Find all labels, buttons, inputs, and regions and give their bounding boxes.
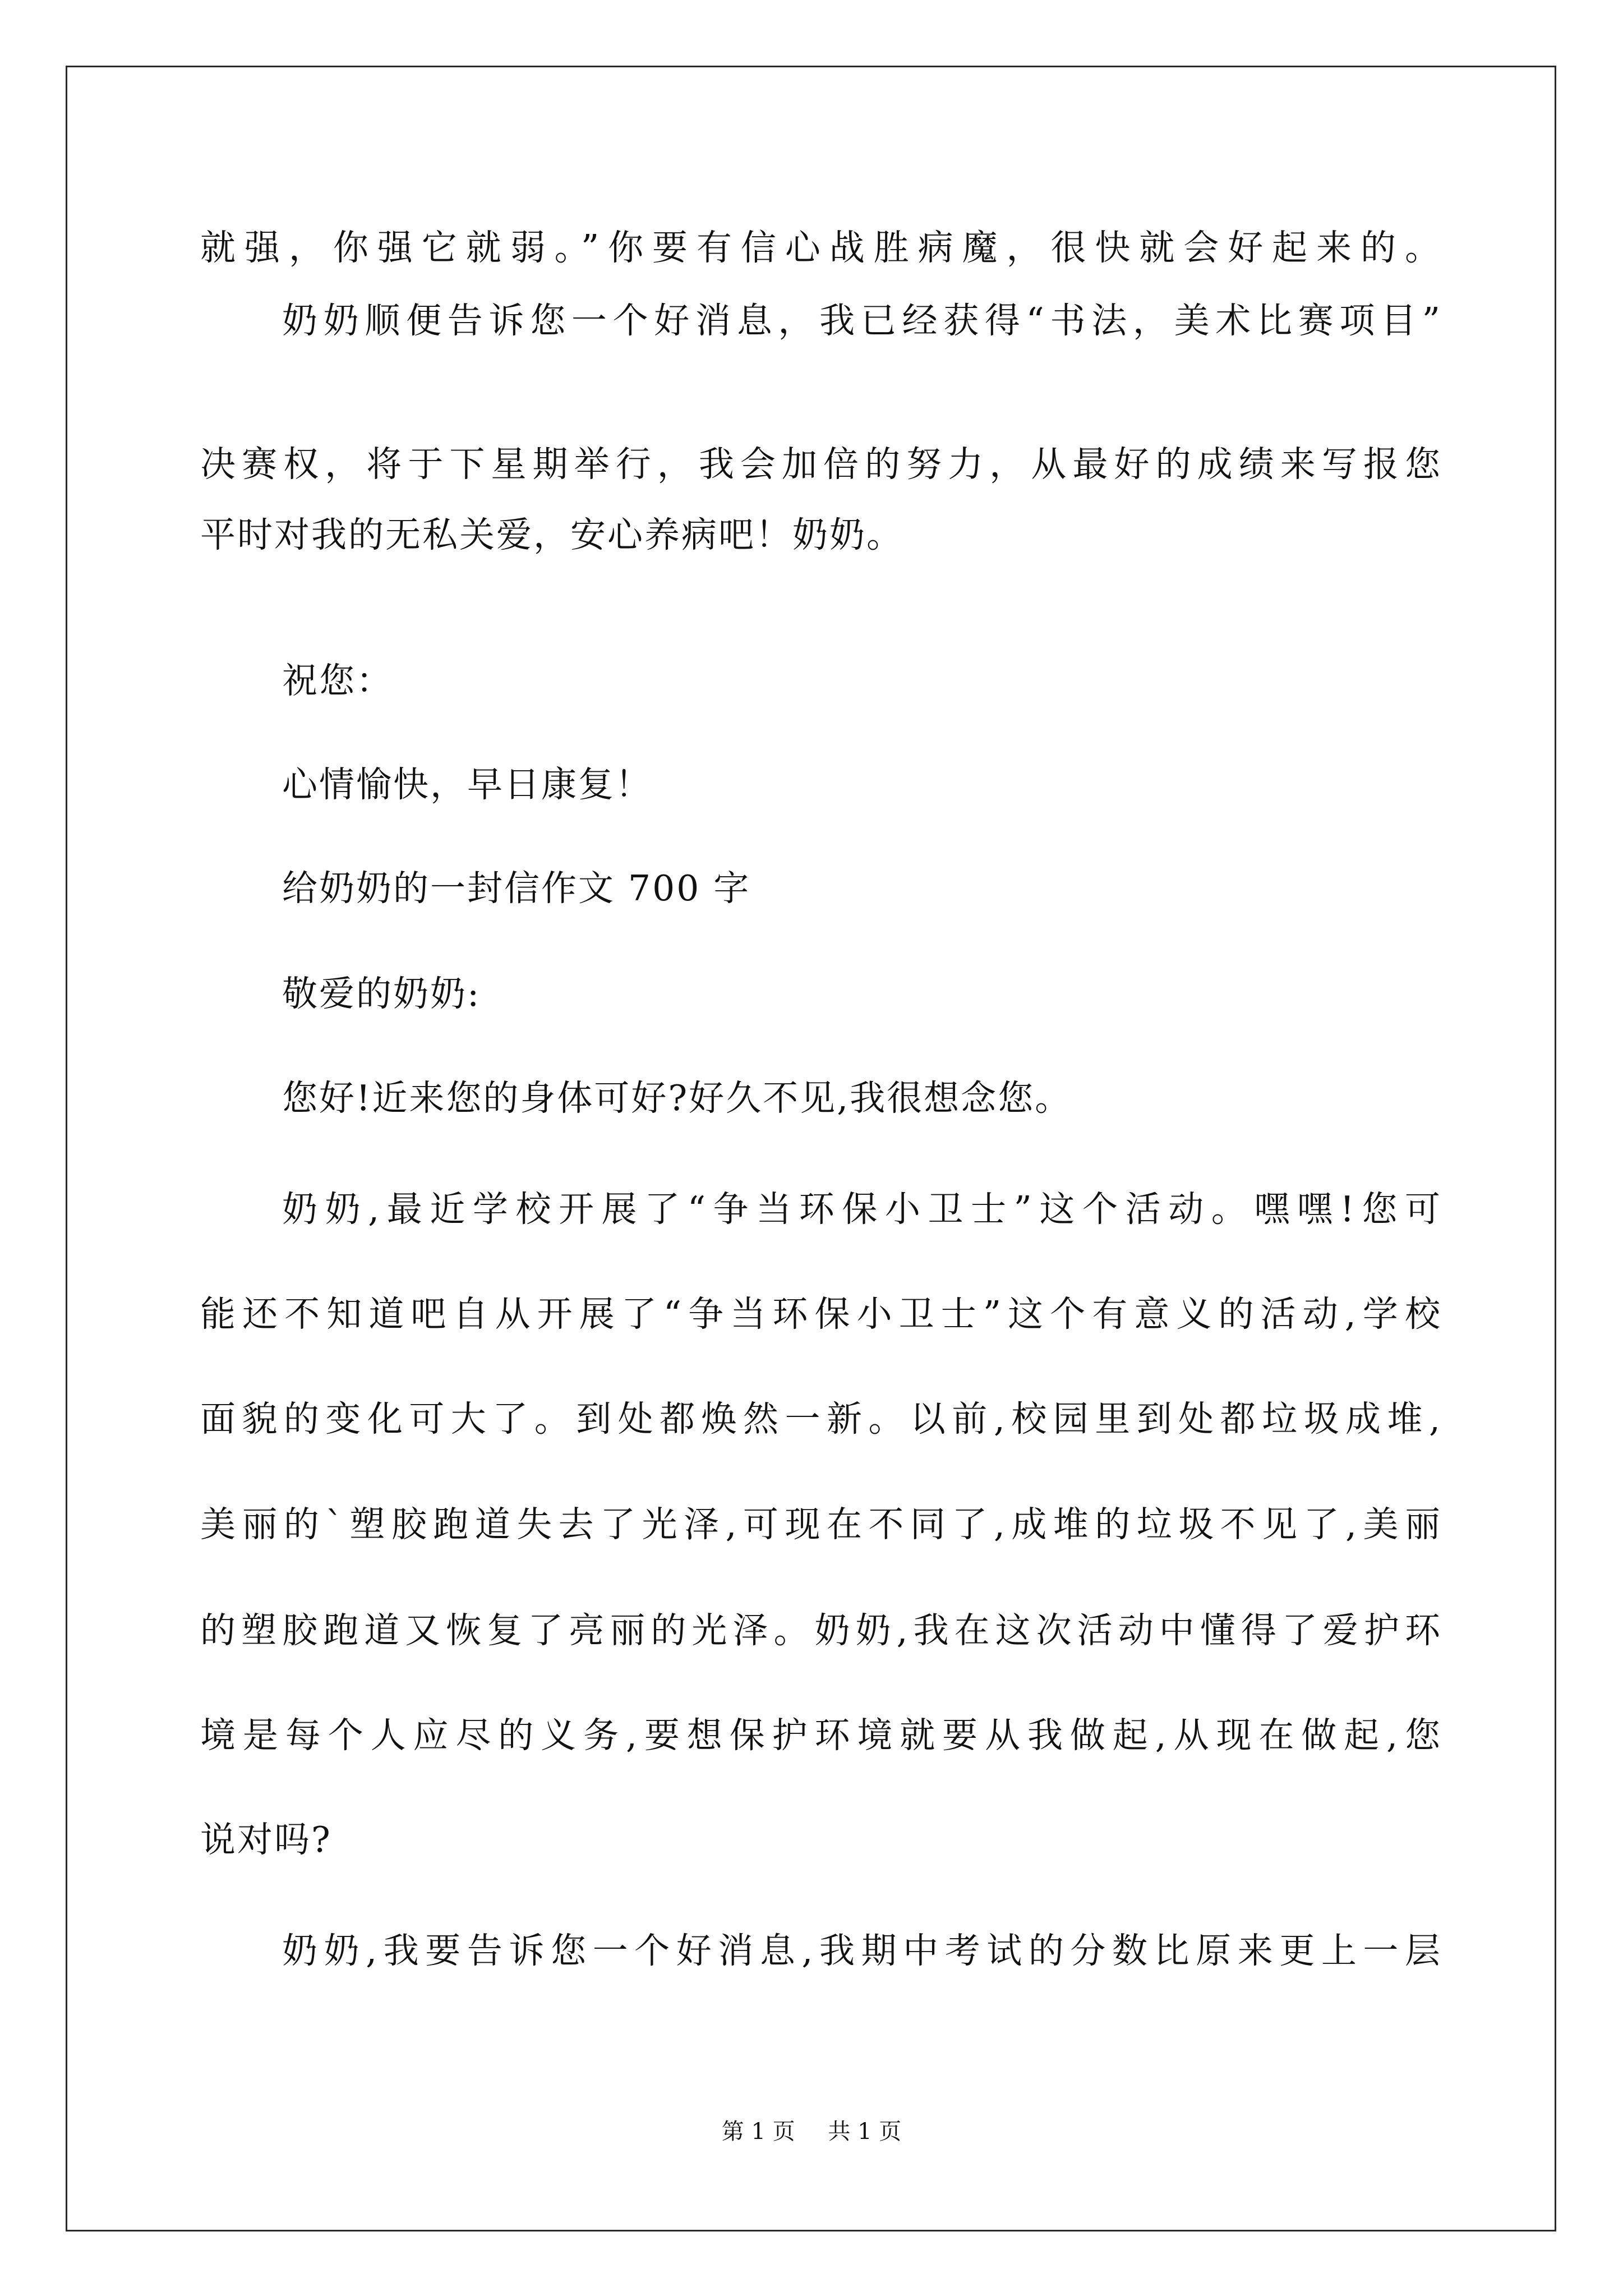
text-line: 能还不知道吧自从开展了“争当环保小卫士”这个有意义的活动,学校 <box>200 1294 1442 1335</box>
text-line: 境是每个人应尽的义务,要想保护环境就要从我做起,从现在做起,您 <box>200 1715 1442 1756</box>
text-line: 面貌的变化可大了。到处都焕然一新。以前,校园里到处都垃圾成堆, <box>200 1398 1442 1439</box>
text-line: 奶奶顺便告诉您一个好消息，我已经获得“书法，美术比赛项目” <box>282 300 1442 341</box>
page-number: 第 1 页 <box>721 2119 795 2145</box>
text-line: 心情愉快，早日康复！ <box>282 764 652 805</box>
text-line: 美丽的`塑胶跑道失去了光泽,可现在不同了,成堆的垃圾不见了,美丽 <box>200 1504 1442 1545</box>
text-line: 平时对我的无私关爱，安心养病吧！奶奶。 <box>200 514 903 555</box>
text-line: 敬爱的奶奶: <box>282 973 481 1014</box>
page-footer <box>0 2120 1623 2143</box>
text-line: 决赛权，将于下星期举行，我会加倍的努力，从最好的成绩来写报您 <box>200 444 1442 485</box>
text-line: 您好!近来您的身体可好?好久不见,我很想念您。 <box>282 1078 1072 1119</box>
text-line: 祝您： <box>282 660 393 701</box>
text-line: 的塑胶跑道又恢复了亮丽的光泽。奶奶,我在这次活动中懂得了爱护环 <box>200 1610 1442 1651</box>
page-border <box>66 66 1556 2231</box>
text-line: 奶奶,我要告诉您一个好消息,我期中考试的分数比原来更上一层 <box>282 1930 1442 1971</box>
text-line: 给奶奶的一封信作文 700 字 <box>282 868 751 909</box>
text-line: 奶奶,最近学校开展了“争当环保小卫士”这个活动。嘿嘿!您可 <box>282 1189 1442 1230</box>
text-line: 就强，你强它就弱。”你要有信心战胜病魔，很快就会好起来的。 <box>200 227 1442 268</box>
text-line: 说对吗? <box>200 1819 332 1860</box>
page-total: 共 1 页 <box>828 2119 902 2145</box>
